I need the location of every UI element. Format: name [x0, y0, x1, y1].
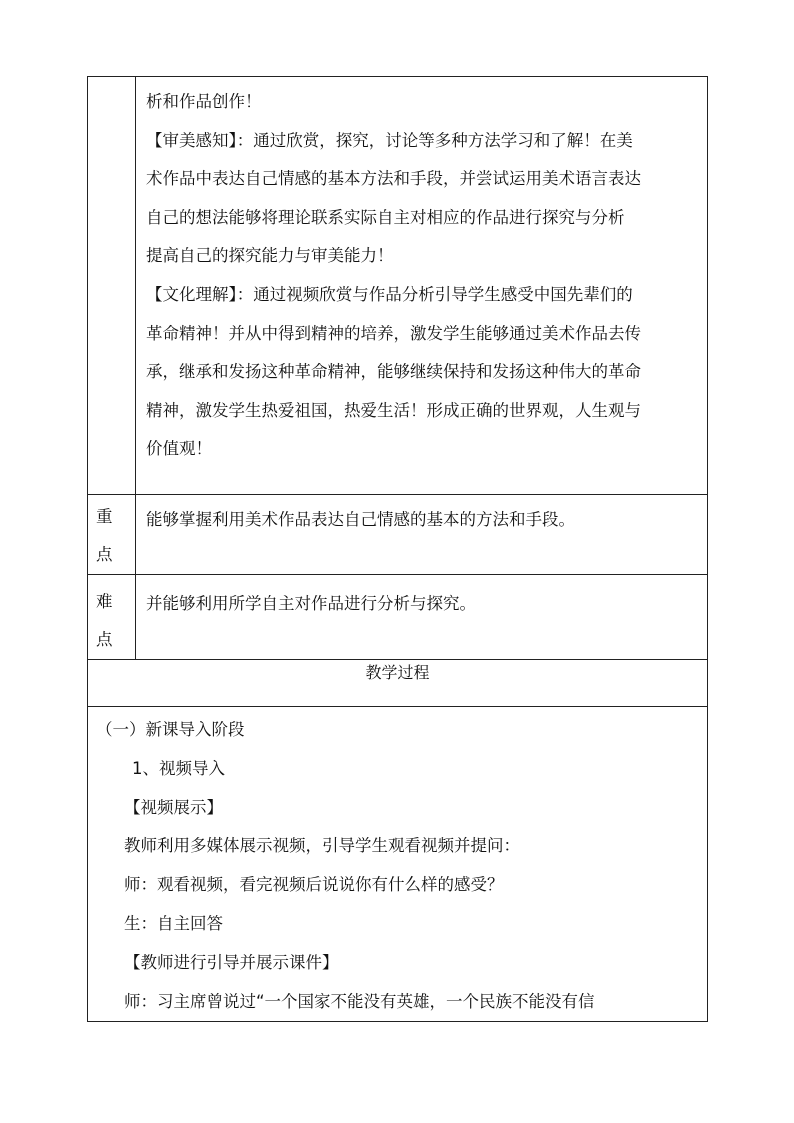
process-header-row: [88, 660, 708, 707]
objectives-line: 术作品中表达自己情感的基本方法和手段，并尝试运用美术语言表达: [146, 169, 641, 189]
process-section-title: （一）新课导入阶段: [96, 720, 245, 739]
difficulty-label: 点: [96, 630, 113, 649]
objectives-line: 精神，激发学生热爱祖国，热爱生活！形成正确的世界观，人生观与: [146, 400, 641, 420]
process-line: 【教师进行引导并展示课件】: [124, 952, 339, 972]
objectives-line: 【文化理解】：通过视频欣赏与作品分析引导学生感受中国先辈们的: [146, 284, 633, 304]
objectives-line: 革命精神！并从中得到精神的培养，激发学生能够通过美术作品去传: [146, 323, 641, 343]
key-point-content-cell: [136, 495, 708, 575]
process-row: [88, 707, 708, 1022]
objectives-line: 价值观！: [146, 439, 212, 459]
objectives-label-cell: [88, 77, 136, 495]
key-point-text: 能够掌握利用美术作品表达自己情感的基本的方法和手段。: [146, 510, 575, 529]
process-line: 教师利用多媒体展示视频，引导学生观看视频并提问：: [124, 836, 520, 856]
process-header: 教学过程: [88, 660, 708, 707]
process-line: 师：观看视频，看完视频后说说你有什么样的感受？: [124, 875, 504, 895]
key-point-label: 重: [96, 507, 113, 526]
objectives-row: [88, 77, 708, 495]
objectives-line: 提高自己的探究能力与审美能力！: [146, 246, 394, 266]
difficulty-text: 并能够利用所学自主对作品进行分析与探究。: [146, 594, 476, 613]
process-line: 【视频展示】: [124, 797, 223, 817]
process-line: 1、视频导入: [132, 758, 225, 778]
objectives-line: 析和作品创作！: [146, 92, 262, 111]
objectives-content-cell: [136, 77, 708, 495]
key-point-label-cell: [88, 495, 136, 575]
objectives-line: 承，继承和发扬这种革命精神，能够继续保持和发扬这种伟大的革命: [146, 362, 641, 382]
lesson-plan-table: [87, 76, 708, 1022]
objectives-line: 【审美感知】：通过欣赏，探究，讨论等多种方法学习和了解！在美: [146, 130, 633, 150]
process-line: 师：习主席曾说过“一个国家不能没有英雄，一个民族不能没有信: [124, 991, 595, 1011]
difficulty-label-cell: [88, 575, 136, 660]
key-point-label: 点: [96, 545, 113, 564]
difficulty-content-cell: [136, 575, 708, 660]
process-line: 生：自主回答: [124, 913, 223, 933]
objectives-line: 自己的想法能够将理论联系实际自主对相应的作品进行探究与分析: [146, 207, 625, 227]
difficulty-label: 难: [96, 592, 113, 611]
key-point-row: [88, 495, 708, 575]
difficulty-row: [88, 575, 708, 660]
process-content-cell: [88, 707, 708, 1022]
